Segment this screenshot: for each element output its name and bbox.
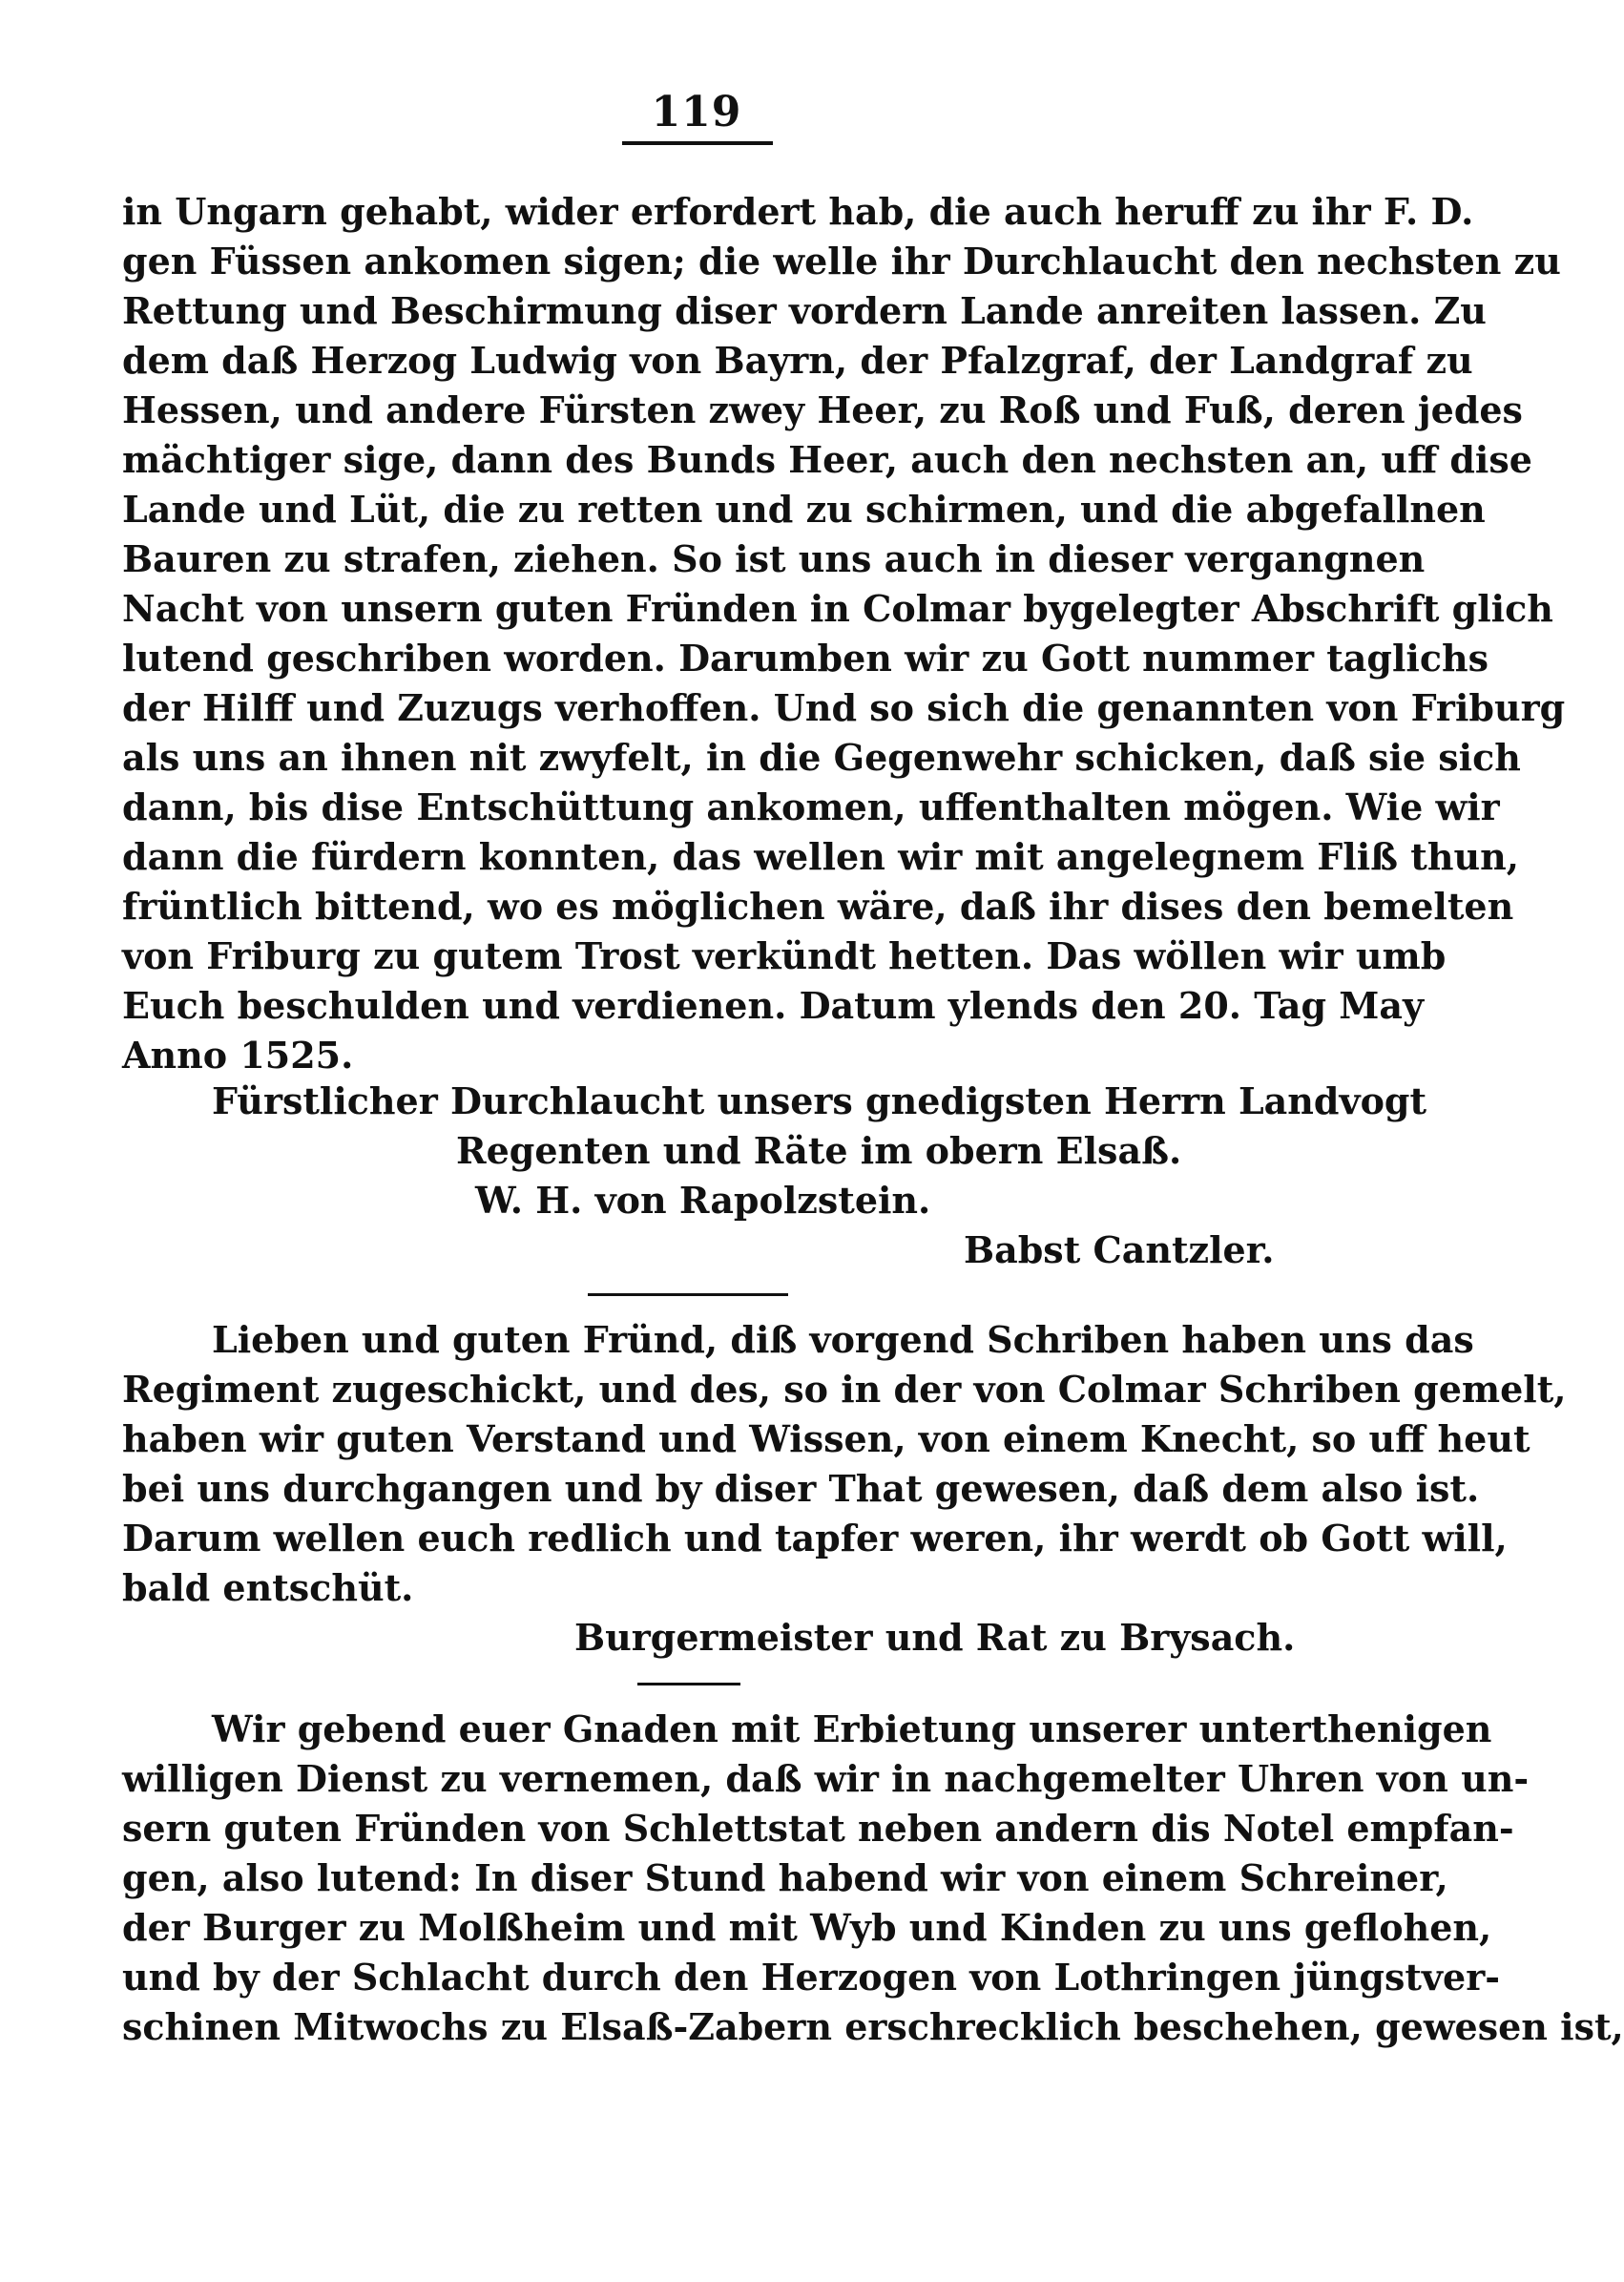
text-line: dem daß Herzog Ludwig von Bayrn, der Pfalzgraf, der Landgraf zu xyxy=(122,339,1473,382)
text-line: sern guten Fründen von Schlettstat neben andern dis Notel empfan- xyxy=(122,1807,1514,1850)
text-line: Regiment zugeschickt, und des, so in der von Colmar Schriben gemelt, xyxy=(122,1368,1567,1411)
text-line: Lande und Lüt, die zu retten und zu schirmen, und die abgefallnen xyxy=(122,488,1486,531)
text-line: willigen Dienst zu vernemen, daß wir in nachgemelter Uhren von un- xyxy=(122,1757,1530,1800)
text-line: von Friburg zu gutem Trost verkündt hetten. Das wöllen wir umb xyxy=(122,934,1447,977)
text-line: Hessen, und andere Fürsten zwey Heer, zu Roß und Fuß, deren jedes xyxy=(122,388,1523,431)
text-line: Darum wellen euch redlich und tapfer weren, ihr werdt ob Gott will, xyxy=(122,1517,1508,1560)
text-line: gen Füssen ankomen sigen; die welle ihr Durchlaucht den nechsten zu xyxy=(122,240,1561,283)
text-line: Lieben und guten Fründ, diß vorgend Schriben haben uns das xyxy=(212,1318,1474,1361)
text-line: der Burger zu Molßheim und mit Wyb und Kinden zu uns geflohen, xyxy=(122,1906,1492,1949)
signature-line-4: Babst Cantzler. xyxy=(964,1228,1275,1271)
text-line: Bauren zu strafen, ziehen. So ist uns auch in dieser vergangnen xyxy=(122,537,1426,580)
signature-line-3: W. H. von Rapolzstein. xyxy=(475,1179,931,1222)
text-line: schinen Mitwochs zu Elsaß-Zabern erschrecklich beschehen, gewesen ist, xyxy=(122,2005,1624,2048)
text-line: Euch beschulden und verdienen. Datum ylends den 20. Tag May xyxy=(122,984,1425,1027)
text-line: bei uns durchgangen und by diser That gewesen, daß dem also ist. xyxy=(122,1467,1480,1510)
text-line: als uns an ihnen nit zwyfelt, in die Gegenwehr schicken, daß sie sich xyxy=(122,736,1521,779)
text-line: Nacht von unsern guten Fründen in Colmar bygelegter Abschrift glich xyxy=(122,587,1553,630)
text-line: in Ungarn gehabt, wider erfordert hab, die auch heruff zu ihr F. D. xyxy=(122,190,1474,233)
text-line: früntlich bittend, wo es möglichen wäre, daß ihr dises den bemelten xyxy=(122,885,1514,928)
section-separator-2 xyxy=(637,1683,740,1685)
text-line: der Hilff und Zuzugs verhoffen. Und so sich die genannten von Friburg xyxy=(122,686,1566,729)
text-line: bald entschüt. xyxy=(122,1566,414,1609)
text-line: dann die fürdern konnten, das wellen wir mit angelegnem Fliß thun, xyxy=(122,835,1519,878)
section-separator-1 xyxy=(588,1293,788,1296)
text-line: lutend geschriben worden. Darumben wir zu Gott nummer taglichs xyxy=(122,637,1489,680)
signature-line-2: Regenten und Räte im obern Elsaß. xyxy=(456,1129,1182,1172)
text-line: mächtiger sige, dann des Bunds Heer, auch den nechsten an, uff dise xyxy=(122,438,1532,481)
page-number-rule xyxy=(622,141,773,145)
signature-line-1: Fürstlicher Durchlaucht unsers gnedigsten Herrn Landvogt xyxy=(212,1079,1427,1122)
text-line: Anno 1525. xyxy=(122,1034,354,1077)
text-line: Wir gebend euer Gnaden mit Erbietung unserer unterthenigen xyxy=(212,1707,1492,1750)
text-line: haben wir guten Verstand und Wissen, von einem Knecht, so uff heut xyxy=(122,1417,1530,1460)
text-line: gen, also lutend: In diser Stund habend wir von einem Schreiner, xyxy=(122,1856,1448,1899)
text-line: dann, bis dise Entschüttung ankomen, uffenthalten mögen. Wie wir xyxy=(122,785,1500,828)
text-line: und by der Schlacht durch den Herzogen von Lothringen jüngstver- xyxy=(122,1956,1500,1999)
text-line: Rettung und Beschirmung diser vordern Lande anreiten lassen. Zu xyxy=(122,289,1487,332)
page-number: 119 xyxy=(651,88,742,136)
section-2-signature: Burgermeister und Rat zu Brysach. xyxy=(574,1616,1296,1659)
